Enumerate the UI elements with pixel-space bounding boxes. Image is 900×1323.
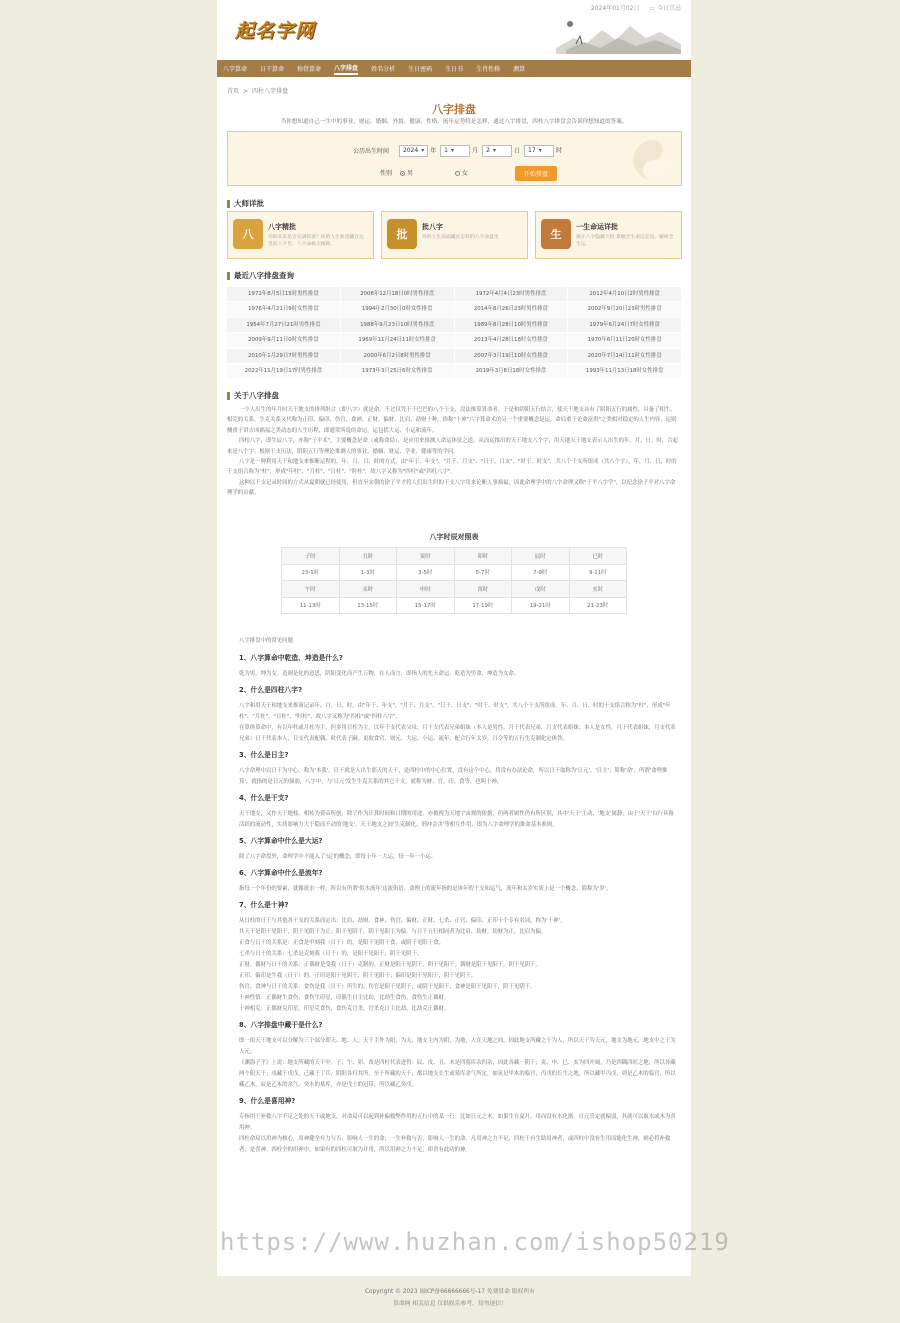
hour-select[interactable]: 17 ▾ <box>524 145 554 157</box>
recent-row <box>227 349 682 364</box>
nav-item-paipan[interactable]: 八字排盘 <box>334 63 358 75</box>
recent-link[interactable]: 1973年3月25日6时女性排盘 <box>341 364 454 379</box>
recent-link[interactable]: 1979年6月24日7时女性排盘 <box>568 318 681 333</box>
recent-link[interactable]: 1970年6月11日20时女性排盘 <box>568 333 681 348</box>
faq-answer: 乾为男，坤为女。造则是化的意思，阴阳变化而产生万物，在人而言，即指人的先天命运。乾造为男命，坤造为女命。 <box>239 671 520 677</box>
calendar-icon: ▭ <box>649 5 656 12</box>
recent-link[interactable]: 1972年4月4日23时男性排盘 <box>455 287 568 302</box>
date-text: 2024年01月02日 <box>590 5 640 12</box>
recent-row <box>227 364 682 379</box>
watermark-text: https://www.huzhan.com/ishop50219 <box>220 1228 730 1256</box>
recent-link[interactable]: 1988年9月23日10时男性排盘 <box>341 318 454 333</box>
faq-question: 3、什么是日主? <box>239 751 289 759</box>
table-row: 午时 未时 申时 酉时 戌时 亥时 <box>282 581 627 598</box>
card-pi-bazi[interactable]: 批 批八字 你的人生前面藏在怎样的八字命盘里 <box>381 211 528 259</box>
birth-row: 公历出生时间 2024 ▾ 年 1 ▾ 月 2 ▾ 日 17 ▾ 时 <box>353 145 806 157</box>
birth-label: 公历出生时间 <box>353 147 390 155</box>
recent-link[interactable]: 1969年11月24日11时女性排盘 <box>341 333 454 348</box>
faq-answer: 即一组天干地支可以分解为三个部分即天、地、人。天干主外为阳，为天，地支主内为阴，为地，人在天地之间，因此地支所藏之干为人，所以天干为天元，地支为地元，地支中之干为人元。 《渊海子平》上说：地支所藏的天干中，子、午、卯、酉是四柱代表进得：辰、戌、丑、未是四墓库杂四杂，因此各藏一阴干；寅、申、巳、亥为四开阔，乃是四隅四旺之地，所以各藏两个阳天干；戌藏于戊戊，己藏于丁兵，阴阳各归其所，至于所藏的天干，都以地支长生或墓库余气所定，如寅是甲木的临官，丙戊的长生之地，所以藏甲丙戊，卯是乙木的临官，所以藏乙木，辰是乙木的余气，癸水的墓库，亦是戊土的冠带，所以藏乙癸戊。 <box>239 1038 676 1088</box>
shichen-table-title: 八字时辰对照表 <box>429 533 479 541</box>
gender-label: 性别 <box>380 170 393 177</box>
breadcrumb-home[interactable]: 首页 <box>227 88 240 95</box>
nav-item-chenggu[interactable]: 称骨算命 <box>297 66 322 73</box>
faq-question: 5、八字算命中什么是大运? <box>239 837 323 845</box>
recent-row <box>227 318 682 333</box>
recent-link[interactable]: 1972年8月5日15时男性排盘 <box>227 287 340 302</box>
recent-row <box>227 333 682 348</box>
nav-item-test[interactable]: 测算 <box>513 66 526 73</box>
faq-answer: 天干地支，又作天干地枝，相传为黄帝所创，除了作为计算时间和日期的用途，亦被视为天地宇宙观的依据，但两者属性仍有所区别，其中'天干'主动、'地支'属静，由于'天干'自行具备活跃的流动性，实质影响力大于隐而不动的'地支'。天干地支之间'生克制化、刑冲会害'等相互作用，即为八字命理学的推命基本准则。 <box>239 811 674 828</box>
faq-question: 7、什么是十神? <box>239 901 289 909</box>
faq-question: 6、八字算命中什么是流年? <box>239 869 323 877</box>
pi-bazi-icon: 批 <box>387 219 417 249</box>
year-select[interactable]: 2024 ▾ <box>399 145 428 157</box>
nav-item-name[interactable]: 姓名分析 <box>371 66 396 73</box>
shichen-table <box>281 547 627 614</box>
faq-section <box>239 636 679 1161</box>
recent-link[interactable]: 1954年7月27日21时男性排盘 <box>227 318 340 333</box>
gender-row: 性别 男 女 开始排盘 <box>380 166 833 181</box>
page-container <box>217 0 691 1276</box>
recent-link[interactable]: 2010年1月29日7时男性排盘 <box>227 349 340 364</box>
nav-item-bazi[interactable]: 八字算命 <box>223 66 248 73</box>
faq-answer: 除了八字命盘外，命理学中不能入了'运'的概念，即每十年一大运，每一年一小运。 <box>239 854 437 860</box>
ink-landscape-image <box>556 14 681 54</box>
recent-link[interactable]: 2009年9月11日0时女性排盘 <box>227 333 340 348</box>
recent-link[interactable]: 2019年3月8日18时女性排盘 <box>455 364 568 379</box>
recent-link[interactable]: 2007年3月19日10时女性排盘 <box>455 349 568 364</box>
breadcrumb-current: 四柱八字排盘 <box>252 88 289 95</box>
today-link[interactable]: ▭ 今日宜忌 <box>649 5 681 12</box>
faq-answer: 八字和用天干和地支来推演记录年、月、日、时，由"年干、年支"、"月干、月支"、"日干、日支"、"时干、时支"，共八个干支所组成。年、月、日、时的干支组合称为"柱"，形成"年柱"、"月柱"、"日柱"、"时柱"，故八字又称为"四柱"或"四柱八字"。 在算体算命中，有以年柱或月柱为主，但多用日柱为主，以年干支代表父母，月干支代表兄弟姐妹（本人是男性，月干代表兄弟，月支代表姐妹；本人是女性，月干代表姐妹，月支代表兄弟）日干代表本人，日支代表配偶，时代表子嗣。更取食官、财元、大运、小运、流年，配合行年太岁，月令等的五行生克制化定休咎。 <box>239 703 676 742</box>
faq-question: 2、什么是四柱八字? <box>239 686 303 694</box>
card-lifetime[interactable]: 生 一生命运详批 揭开八字隐藏天机 掌握全生命运走向，解析全生运。 <box>535 211 682 259</box>
table-row: 子时 丑时 寅时 卯时 辰时 巳时 <box>282 548 627 565</box>
recent-link[interactable]: 1976年4月21日9时女性排盘 <box>227 302 340 317</box>
faq-answer: 从日柱的日干与其他各干支的关系而定出：比肩、劫财、食神、伤官、偏财、正财、七杀、正官、偏印、正印十个专有名词，称为'十神'。 其天干是阳干见阳干，阴干见阴干为正；阳干见阴干，阴干见阳干为偏。与日干五行相同者为比肩、劫财，劫财为正，比肩为偏。 正食与日干的关系是：正食是甲刻我（日干）的。是阳干见阴干食，或阴干见阳干食。 七杀与日干的关系：七杀是克刻我（日干）的，是阳干见阳干，阴干见阴干。 正财、偶财与日干的关系：正偶财是受我（日干）克制的。正财是阳干见阴干，阴干见阳干；偶财是阳干见阳干，阴干见阴干。 正印、偏印是生我（日干）的。正印是阳干见阴干，阴干见阳干；偏印是阳干见阳干，阴干见阴干。 伤官、食神与日干的关系：食伤是我（日干）所生的。伤官是阳干见阴干，或阴干见阳干；食神是阳干见阳干，阴干见阴干。 十神性情：正偶财生食伤，食伤生印星，印偶生日主比劫，比劫生食伤，食伤生正偶财。 十神相克：正偶财克印星，印星克食伤，食伤克官杀，官杀克日主比劫，比劫克正偶财。 <box>239 918 566 1012</box>
recent-link[interactable]: 2008年12月18日0时男性排盘 <box>341 287 454 302</box>
recent-section-title: 最近八字排盘查询 <box>227 272 294 280</box>
page-intro: 当你想知道自己一生中的事业、财运、婚姻、外貌、健康、性格、流年运势将是怎样，通过八字排盘，四柱八字排盘会告诉你想知道的答案。 <box>280 119 628 125</box>
recent-link[interactable]: 2022年11月19日17时男性排盘 <box>227 364 340 379</box>
faq-question: 9、什么是喜用神? <box>239 1097 296 1105</box>
faq-question: 8、八字排盘中藏干是什么? <box>239 1021 323 1029</box>
faq-answer: 指每一个年份的要素，就像流水一样，所以有所谓'似水流年'这流俗语。命理上的流年指的是该年的干支和运气，流年和太岁实质上是一个概念，简称为'岁'。 <box>239 886 612 892</box>
recent-link[interactable]: 2002年9月20日23时男性排盘 <box>568 302 681 317</box>
recent-link[interactable]: 2013年4月28日18时女性排盘 <box>455 333 568 348</box>
card-bazi-jingpi[interactable]: 八 八字精批 你的未来是否充满惊喜？你的人生轨迹藏在这里的八字里，八字命格大揭秘。 <box>227 211 374 259</box>
faq-question: 4、什么是干支? <box>239 794 289 802</box>
recent-row <box>227 302 682 317</box>
nav-item-zodiac[interactable]: 生肖性格 <box>476 66 501 73</box>
lifetime-icon: 生 <box>541 219 571 249</box>
recent-link[interactable]: 2012年4月10日2时男性排盘 <box>568 287 681 302</box>
recent-link[interactable]: 2020年7月14日11时女性排盘 <box>568 349 681 364</box>
faq-lead: 八字排盘中的常见问题 <box>239 638 293 644</box>
recent-link[interactable]: 2014年8月26日23时男性排盘 <box>455 302 568 317</box>
faq-answer: 八字命理中以日干为中心，称为'本我'，日干就是人出生那天的天干，是四柱中的中心位置，没有这个中心，将没有办法论命，所以日干取称为'日元'、'日主'；简称'命'，所谓'命理推算'，就指的是日元的强弱，八字中，与'日元'发生生克关系的其它干支，就称为财、官、印、食等，也叫十神。 <box>239 768 668 785</box>
about-section-title: 关于八字排盘 <box>227 392 279 400</box>
paipan-form <box>227 131 682 186</box>
footer-copyright: Copyright © 2023 闽ICP备66666666号-17 免费算命 版权所有 <box>364 1289 536 1295</box>
master-cards <box>227 211 682 259</box>
site-logo[interactable]: 起名字网 <box>235 20 316 42</box>
main-nav <box>217 60 691 77</box>
page-title: 八字排盘 <box>432 103 476 116</box>
month-select[interactable]: 1 ▾ <box>440 145 470 157</box>
table-row: 11-13时 13-15时 15-17时 17-19时 19-21时 21-23时 <box>282 597 627 614</box>
breadcrumb: 首页 > 四柱八字排盘 <box>227 88 289 95</box>
recent-link[interactable]: 1993年11月13日18时女性排盘 <box>568 364 681 379</box>
recent-link[interactable]: 1989年8月28日10时男性排盘 <box>455 318 568 333</box>
table-row: 23-1时 1-3时 3-5时 5-7时 7-9时 9-11时 <box>282 564 627 581</box>
bazi-jingpi-icon: 八 <box>233 219 263 249</box>
nav-item-birthday-book[interactable]: 生日书 <box>445 66 464 73</box>
recent-link[interactable]: 2000年6月2日8时男性排盘 <box>341 349 454 364</box>
top-bar <box>583 3 681 12</box>
nav-item-birthday-code[interactable]: 生日密码 <box>408 66 433 73</box>
faq-answer: 专指用于补救八字不足之处的天干或地支。对命局可以起到补偏救弊作用的五行中的某一行：比如日元之木，如果生在夏月，用而没有水化渐，日元肯定就偏弱，其就可以取水或木为喜用神。 四柱命局以用神为核心，用神健全有力与否，影响人一生的命；一生补救与否，影响人一生的命。凡用神之力不足，四柱干有生助用神者，或四柱中没有生用而能化生神，则必将补救者，是喜神。四柱全的用神中，如果有的四柱可取为并用，所以用神之力不足，即喜有此功的神。 <box>239 1114 676 1153</box>
about-text: 一个人出生的年月时天干地支的排列组合（即八字）就是命。不过仅凭干干巴巴的八个干支，没法推算算命者。于是和阴阳五行结合，使天干地支具有了阴阳五行的属性，具备了相生、相克的关系，生克关系又代称为正印、偏印、伤官、食神、正财、偏财、比肩、劫财十种，俗称"十神"八字算命术的另一个重要概念是运。命局重于论命富贵"之类相对稳定的人生内容，运则侧重于讲吉凶祸福之类动态的人生历程，即通常所说的命运。运包括大运、小运和流年。 四柱八字，即生辰八字，亦称"子平术"，主要概念是命（或称命局），是应用来推测人命运体征之道。从而运推出的天干地支八个字，用天地天干地支表示人出生的年、月、日、时，合起来是八个字。根据干支历法，阴阳五行等理论推测人的事业、婚姻、财运、学业、健康等的学问。 八字是一种利用天干和地支来推断运程的。年、月、日、时的方式，由"年干、年支"、"月干、月支"、"日干、日支"、"时干、时支"，共八个干支所组成（共八个字），年、月、日、时的干支组合称为"柱"，形成"年柱"、"月柱"、"日柱"、"时柱"，故八字又称为"四柱"或"四柱八字"。 这种以干支记录时间的方式从夏朝就已经使用，但直至宋朝的徐子平才将人们出生时的干支八字用来论断人事祸福，因此命理学中的八字命理又称"子平八字学"，以纪念徐子平对八字命理学的贡献。 <box>227 407 678 497</box>
start-paipan-button[interactable]: 开始排盘 <box>515 166 557 181</box>
recent-row <box>227 287 682 302</box>
master-section-title: 大师详批 <box>227 200 264 208</box>
female-radio[interactable] <box>455 171 460 176</box>
faq-question: 1、八字算命中乾造、坤造是什么? <box>239 654 343 662</box>
footer <box>0 1286 900 1310</box>
recent-grid <box>227 287 682 379</box>
recent-link[interactable]: 1994年2月30日0时女性排盘 <box>341 302 454 317</box>
nav-item-rigan[interactable]: 日干算命 <box>260 66 285 73</box>
day-select[interactable]: 2 ▾ <box>482 145 512 157</box>
male-radio[interactable] <box>400 171 405 176</box>
footer-disclaimer: 算命网 相关信息 仅供娱乐参考，切勿迷信！ <box>393 1301 507 1307</box>
